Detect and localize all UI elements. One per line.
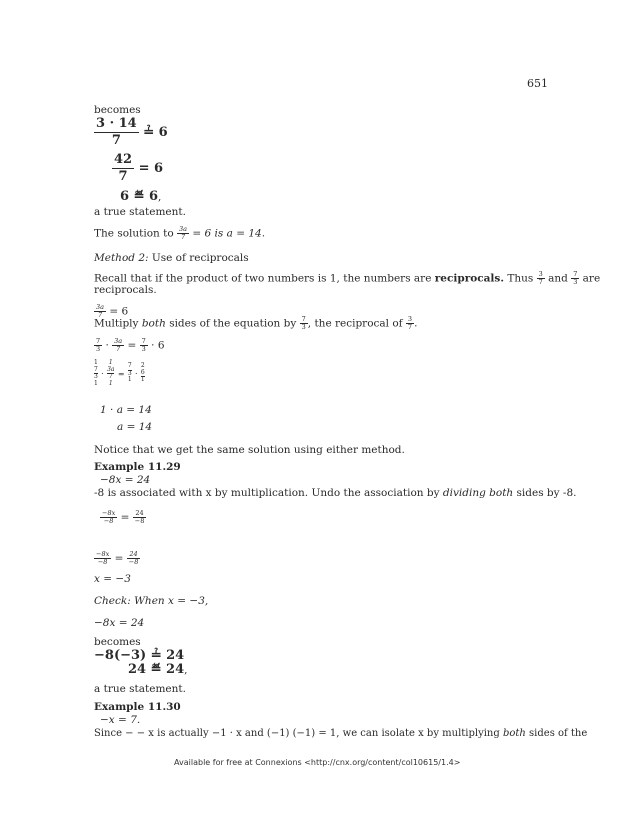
- ex29-f2-den: −8: [97, 558, 108, 566]
- recall-and: and: [548, 272, 568, 285]
- example-11-29-result: x = −3: [94, 573, 131, 585]
- recall-post: are: [582, 272, 601, 285]
- step2-term-1: [94, 360, 98, 387]
- ex29-f1-den: −8: [103, 517, 114, 525]
- step1-rhs: · 6: [151, 339, 165, 352]
- check-line-2-relation: = 6: [138, 161, 164, 176]
- check-line-3-text: 6 ≝ 6: [120, 189, 159, 204]
- recall-frac2-den: 3: [573, 278, 578, 286]
- ex29-f2-rnum: 24: [127, 551, 141, 559]
- step2-t2-top: 1: [108, 359, 113, 366]
- example-11-29-equation: −8x = 24: [100, 474, 151, 486]
- ex29-f2-rden: −8: [128, 558, 139, 566]
- check-line-2-numerator: 42: [114, 152, 133, 167]
- step-2: 1 7 3 1 · 1 3a 7 1 = 7 3 1 · 2 6 1: [94, 359, 145, 387]
- multiply-mid: sides of the equation by: [169, 317, 297, 330]
- example-11-29-text: [94, 487, 576, 500]
- step2-t1-num: 7: [94, 365, 98, 373]
- solution-sentence: [94, 226, 265, 241]
- step1-eq: =: [127, 339, 137, 352]
- ex29-big2-tail: ,: [184, 664, 188, 676]
- ex29-f1-rden: −8: [134, 517, 145, 525]
- notice-text: Notice that we get the same solution using either method.: [94, 444, 405, 456]
- method2-text: Use of reciprocals: [151, 252, 249, 264]
- step2-t1-bottom: 1: [94, 379, 98, 387]
- step2-t3-bottom: 1: [127, 376, 132, 384]
- true-statement-1: a true statement.: [94, 206, 186, 218]
- recall-mid: Thus: [507, 272, 534, 285]
- example-11-30-equation: −x = 7.: [100, 714, 141, 726]
- ex29-f1-eq: =: [120, 511, 130, 524]
- becomes-label: becomes: [94, 104, 141, 116]
- solution-pre: The solution to: [94, 227, 174, 240]
- step2-t4-den: 1: [140, 376, 145, 384]
- step-3-line-2: a = 14: [117, 421, 153, 433]
- example-11-30-title: Example 11.30: [94, 701, 181, 713]
- multiply-frac2-den: 7: [407, 323, 413, 331]
- check-line-3-tail: ,: [158, 191, 162, 203]
- step1-b-num: 3a: [114, 337, 123, 345]
- step2-term-4: [141, 363, 145, 384]
- multiply-pre: Multiply: [94, 317, 139, 330]
- step2-t1-top: 1: [94, 359, 98, 366]
- equation-a-num: 3a: [96, 303, 105, 311]
- ex29-big2-text: 24 ≝ 24: [128, 662, 185, 677]
- example-11-29-title: Example 11.29: [94, 461, 181, 473]
- method2-line: [94, 252, 249, 265]
- example-11-29-text-italic: dividing both: [442, 487, 514, 499]
- example-11-30-since: [94, 727, 587, 740]
- multiply-frac1-num: 7: [301, 315, 306, 323]
- step2-t3-den: 3: [127, 369, 132, 377]
- step2-t2-den: 7: [108, 373, 113, 380]
- ex29-f1-num: −8x: [102, 509, 116, 517]
- example-11-29-frac-2: [94, 551, 140, 566]
- example-11-29-frac-1: [100, 510, 146, 525]
- recall-frac2-num: 7: [573, 270, 578, 278]
- step1-a-den: 3: [96, 345, 101, 353]
- check-line-2: [112, 152, 163, 185]
- multiply-post: .: [414, 317, 418, 330]
- step2-eq: =: [117, 369, 125, 379]
- check-line-1-relation: ≟ 6: [143, 125, 168, 140]
- example-11-29-check-eq: −8x = 24: [94, 617, 145, 629]
- ex29-f2-eq: =: [114, 552, 124, 565]
- equation-a-rhs: = 6: [109, 305, 129, 318]
- method2-label: Method 2:: [94, 252, 149, 264]
- step1-c-den: 3: [141, 345, 146, 353]
- example-11-29-text-pre: -8 is associated with x by multiplication. Undo the association by: [94, 487, 440, 499]
- multiply-frac1-den: 3: [301, 323, 306, 331]
- since-post: sides of the: [529, 728, 588, 739]
- recall-bold: reciprocals.: [434, 272, 504, 285]
- step1-a-num: 7: [96, 337, 101, 345]
- step2-term-2: [107, 360, 114, 387]
- multiply-italic: both: [141, 317, 166, 330]
- recall-pre: Recall that if the product of two numbers is 1, the numbers are: [94, 272, 432, 285]
- example-11-29-true-statement: a true statement.: [94, 683, 186, 695]
- step-1: $\frac{7}{3}$ · $\frac{3a}{7}$ = $\frac{7}{3}$ · 6: [96, 337, 165, 353]
- example-11-29-becomes: becomes: [94, 636, 141, 648]
- recall-frac1-num: 3: [538, 270, 543, 278]
- check-line-3: [120, 189, 161, 205]
- step1-b-den: 7: [116, 345, 121, 353]
- step2-t4-num: 6: [140, 368, 145, 376]
- check-line-1: [94, 116, 168, 149]
- step2-term-3: [128, 363, 132, 384]
- recall-line-1: [94, 271, 600, 286]
- page-number: 651: [527, 77, 548, 90]
- step2-t1-den: 3: [94, 373, 98, 380]
- solution-frac-num: 3a: [179, 225, 188, 233]
- example-11-29-text-post: sides by -8.: [516, 487, 577, 499]
- solution-post: = 6 is a = 14.: [192, 227, 266, 240]
- example-11-29-big-1: −8(−3) ≟ 24: [94, 648, 185, 663]
- solution-frac-den: 7: [180, 233, 186, 241]
- step2-t3-num: 7: [127, 362, 132, 370]
- step2-t2-num: 3a: [107, 365, 115, 373]
- multiply-mid2: , the reciprocal of: [307, 317, 403, 330]
- example-11-29-check: [94, 595, 208, 608]
- step-3-line-1: 1 · a = 14: [100, 404, 152, 416]
- since-pre: Since − − x is actually −1 · x and (−1) (−1) = 1, we can isolate x by multiplying: [94, 728, 500, 739]
- multiply-line: [94, 316, 417, 331]
- check-line-1-numerator: 3 · 14: [96, 116, 137, 131]
- multiply-frac2-num: 3: [407, 315, 413, 323]
- check-line-2-denominator: 7: [118, 169, 128, 184]
- check-label: Check:: [94, 595, 131, 607]
- check-text: When x = −3,: [134, 595, 209, 607]
- equation-a-den: 7: [97, 311, 103, 319]
- recall-line-2: reciprocals.: [94, 284, 157, 296]
- example-11-29-big-2: [128, 662, 187, 678]
- footer-availability: Available for free at Connexions <http://cnx.org/content/col10615/1.4>: [174, 758, 461, 767]
- step1-c-num: 7: [141, 337, 146, 345]
- step2-t2-bottom: 1: [108, 379, 113, 387]
- since-italic: both: [502, 728, 526, 739]
- ex29-f2-num: −8x: [96, 550, 110, 558]
- recall-frac1-den: 7: [538, 278, 543, 286]
- check-line-1-denominator: 7: [111, 133, 121, 148]
- ex29-f1-rnum: 24: [133, 510, 147, 518]
- step2-t4-top: 2: [140, 362, 145, 370]
